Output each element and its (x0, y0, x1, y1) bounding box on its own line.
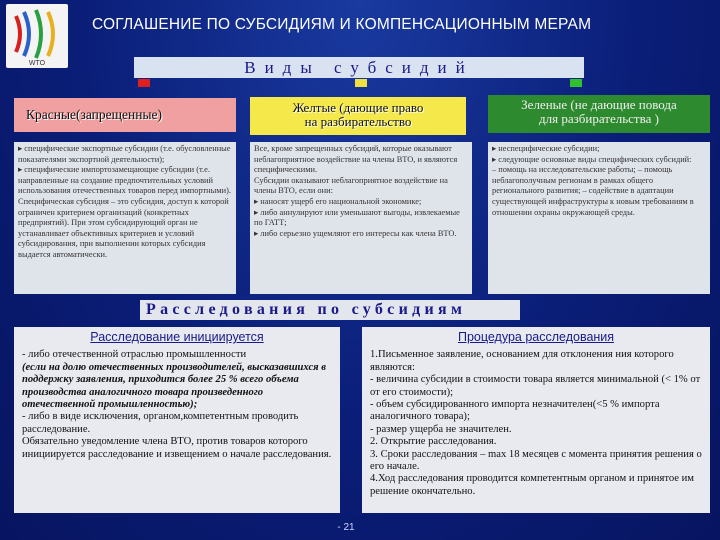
category-yellow-line2: на разбирательство (304, 114, 412, 129)
wto-logo (6, 4, 68, 68)
red-marker (138, 79, 150, 87)
initiation-heading: Расследование инициируется (90, 330, 264, 344)
red-text-2: ▸ специфические импортозамещающие субсидии (т.е. направленные на создание предпочтительных условий использования отечественных товаров перед импортными). (18, 165, 231, 196)
yellow-text-5: ▸ либо серьезно ущемляют его интересы как члена ВТО. (254, 228, 457, 238)
initiation-line-3: Обязательно уведомление члена ВТО, против товаров которого инициируется расследование и извещением о начале расследования. (22, 436, 332, 460)
red-text-1: ▸ специфические экспортные субсидии (т.е. обусловленные показателями экспортной деятельности); (18, 144, 231, 164)
category-red: Красные(запрещенные) (14, 98, 236, 132)
procedure-item-4: 4.Ход расследования проводится компетентным органом и принятое им решение окончательно. (370, 473, 694, 497)
procedure-item-1: 1.Письменное заявление, основанием для отклонения ния которого являются: (370, 349, 674, 373)
procedure-panel (362, 327, 710, 513)
yellow-text-3: ▸ наносят ущерб его национальной экономике; (254, 196, 422, 206)
procedure-item-1c: - размер ущерба не значителен. (370, 423, 512, 435)
logo-text: WTO (28, 60, 46, 67)
category-green-line1: Зеленые (не дающие повода (521, 97, 677, 112)
slide-title: СОГЛАШЕНИЕ ПО СУБСИДИЯМ И КОМПЕНСАЦИОННЫМ МЕРАМ (92, 16, 592, 33)
initiation-panel (14, 327, 340, 513)
procedure-item-3: 3. Сроки расследования – max 18 месяцев с момента принятия решения о его начале. (370, 448, 702, 473)
yellow-description (250, 142, 472, 294)
procedure-item-1a: - величина субсидии в стоимости товара является минимальной (< 1% от от его стоимости); (370, 374, 701, 398)
investigation-bar (140, 300, 520, 320)
subsidy-types-bar: Виды субсидий (134, 57, 584, 78)
yellow-text-1: Все, кроме запрещенных субсидий, которые оказывают неблагоприятное воздействие на члены ВТО, и являются специфическими. (254, 144, 458, 175)
category-green-line2: для разбирательства ) (539, 111, 659, 126)
category-yellow (250, 97, 466, 135)
procedure-heading: Процедура расследования (457, 330, 615, 344)
procedure-item-2: 2. Открытие расследования. (370, 436, 497, 448)
green-text-2: ▸ следующие основные виды специфических субсидий: (492, 154, 692, 164)
red-text-3: Специфическая субсидия – это субсидия, доступ к которой ограничен критерием организаций (конкретных предприятий). При этом субсидирующий орган не устанавливает объективных критериев и условий субсидирования, при выполнении которых субсидия выдается автоматически. (18, 196, 229, 259)
initiation-note: (если на долю отечественных производителей, высказавшихся в поддержку заявления, приходится более 25 % всего объема производства аналогичного товара произведенного отечественной промышленностью); (22, 361, 327, 411)
yellow-text-4: ▸ либо аннулируют или уменьшают выгоды, извлекаемые по ГАТТ; (254, 207, 460, 228)
yellow-marker (355, 79, 367, 87)
initiation-line-2: - либо в виде исключения, органом,компетентным проводить расследование. (22, 411, 299, 435)
yellow-text-2: Субсидии оказывают неблагоприятное воздействие на члены ВТО, если они: (254, 175, 448, 196)
category-yellow-line1: Желтые (дающие право (292, 100, 424, 115)
initiation-line-1: - либо отечественной отраслью промышленности (22, 349, 247, 361)
page-number: - 21 (337, 522, 355, 533)
green-marker (570, 79, 582, 87)
category-green (488, 95, 710, 133)
green-text-3: – помощь на исследовательские работы; – помощь неблагополучным регионам в рамках общего регионального развития; – содействие в адаптации существующей инфраструктуры к новым требованиям в отношении охраны окружающей среды. (492, 165, 694, 217)
green-description (488, 142, 710, 294)
red-description (14, 142, 236, 294)
green-text-1: ▸ неспецифические субсидии; (492, 144, 600, 153)
procedure-item-1b: - объем субсидированного импорта незначителен(<5 % импорта аналогичного товара); (370, 399, 660, 423)
investigation-heading: Расследования по субсидиям (146, 301, 467, 318)
